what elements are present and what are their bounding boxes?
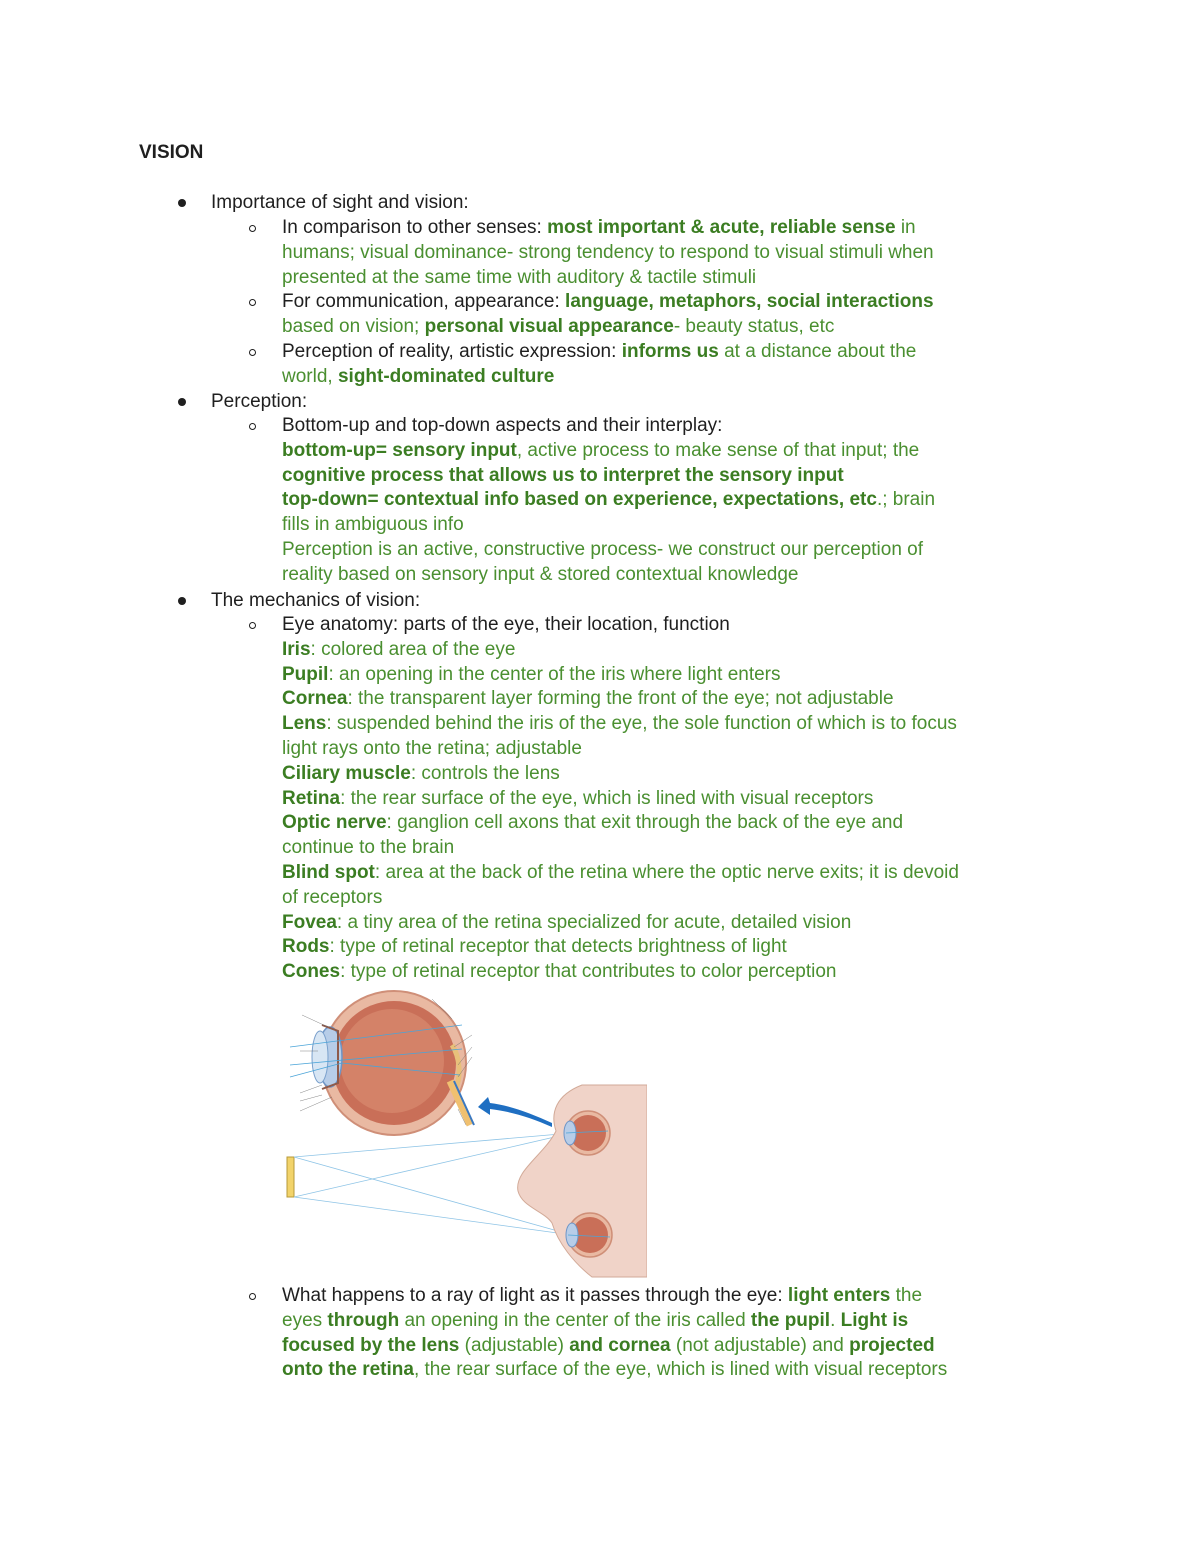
anatomy-definition: : a tiny area of the retina specialized for acute, detailed vision	[336, 911, 852, 933]
anatomy-definition: : colored area of the eye	[310, 638, 516, 660]
anatomy-definition: : an opening in the center of the iris where light enters	[328, 663, 781, 685]
sub-bullet-icon	[249, 622, 256, 629]
section-perception-label: Perception:	[211, 391, 308, 412]
anatomy-term: Rods	[282, 936, 330, 958]
page-title: VISION	[139, 142, 204, 163]
sub-bullet-icon	[249, 423, 256, 430]
anatomy-definition: : controls the lens	[410, 762, 560, 784]
anatomy-term: Blind spot	[282, 861, 375, 883]
anatomy-term: Retina	[282, 787, 341, 809]
anatomy-definition: : the rear surface of the eye, which is lined with visual receptors	[340, 787, 874, 809]
sub-bullet-icon	[249, 1293, 256, 1300]
anatomy-term-row	[282, 787, 1062, 812]
anatomy-definition: : ganglion cell axons that exit through the back of the eye and	[386, 812, 904, 834]
anatomy-term-row	[282, 712, 1062, 737]
direction-arrow-icon	[478, 1097, 552, 1127]
bullet-icon	[178, 597, 186, 605]
eye-anatomy-figure	[282, 985, 647, 1280]
anatomy-term: Cones	[282, 961, 341, 983]
anatomy-term-row	[282, 762, 1062, 787]
anatomy-term: Ciliary muscle	[282, 762, 411, 784]
anatomy-definition: : type of retinal receptor that contributes to color perception	[340, 961, 837, 983]
anatomy-definition: : the transparent layer forming the front of the eye; not adjustable	[347, 688, 894, 710]
anatomy-definition-continued: light rays onto the retina; adjustable	[282, 737, 582, 759]
anatomy-term-row	[282, 638, 1062, 663]
anatomy-definition: : area at the back of the retina where the optic nerve exits; it is devoid	[374, 861, 959, 883]
eye-anatomy-list: Eye anatomy: parts of the eye, their location, function Iris: colored area of the eye Pupil: an opening in the center of the iris where light enters Cornea: the transparent layer forming the front of the eye; not adjustable Lens: suspended behind the iris of the eye, the sole function of which is to focus light rays onto the retina; adjustable Ciliary muscle: controls the lens Retina: the rear surface of the eye, which is lined with visual receptors Optic nerve: ganglion cell axons that exit through the back of the eye and continue to the brain Blind spot: area at the back of the retina where the optic nerve exits; it is devoid of receptors Fovea: a tiny area of the retina specialized for acute, detailed vision Rods: type of retinal receptor that detects brightness of light Cones: type of retinal receptor that contributes to color perception	[282, 613, 1062, 985]
importance-item-reality: Perception of reality, artistic expression: informs us at a distance about the world, sight-dominated culture	[282, 341, 917, 387]
anatomy-term-row	[282, 861, 1062, 886]
bullet-icon	[178, 199, 186, 207]
anatomy-term-row	[282, 935, 1062, 960]
sub-bullet-icon	[249, 299, 256, 306]
object-bar	[287, 1157, 294, 1197]
anatomy-term: Fovea	[282, 911, 337, 933]
anatomy-term-row	[282, 960, 1062, 985]
section-importance-label: Importance of sight and vision:	[211, 192, 469, 213]
anatomy-term: Iris	[282, 638, 311, 660]
anatomy-term-row	[282, 811, 1062, 836]
anatomy-definition: : type of retinal receptor that detects brightness of light	[329, 936, 787, 958]
sub-bullet-icon	[249, 349, 256, 356]
bullet-icon	[178, 398, 186, 406]
anatomy-definition: : suspended behind the iris of the eye, the sole function of which is to focus	[326, 713, 957, 735]
importance-item-senses: In comparison to other senses: most important & acute, reliable sense in humans; visual dominance- strong tendency to respond to visual stimuli when presented at the same time with auditory & tactile stimuli	[282, 217, 934, 288]
importance-item-communication: For communication, appearance: language, metaphors, social interactions based on vision; personal visual appearance- beauty status, etc	[282, 291, 934, 337]
anatomy-term-row	[282, 687, 1062, 712]
anatomy-definition-continued: of receptors	[282, 886, 383, 908]
anatomy-term-row	[282, 663, 1062, 688]
anatomy-term: Lens	[282, 713, 327, 735]
eye-cross-section	[312, 991, 474, 1135]
anatomy-definition-continued: continue to the brain	[282, 837, 455, 859]
anatomy-term: Optic nerve	[282, 812, 387, 834]
light-ray-path-item: What happens to a ray of light as it passes through the eye: light enters the eyes through an opening in the center of the iris called the pupil. Light is focused by the lens (adjustable) and cornea (not adjustable) and projected onto the retina, the rear surface of the eye, which is lined with visual receptors	[282, 1285, 948, 1381]
section-mechanics-label: The mechanics of vision:	[211, 590, 421, 611]
sub-bullet-icon	[249, 225, 256, 232]
anatomy-term-row	[282, 911, 1062, 936]
perception-item-interplay: Bottom-up and top-down aspects and their interplay: bottom-up= sensory input, active process to make sense of that input; the cognitive process that allows us to interpret the sensory input top-down= contextual info based on experience, expectations, etc.; brain fills in ambiguous info Perception is an active, constructive process- we construct our perception of reality based on sensory input & stored contextual knowledge	[282, 415, 936, 585]
anatomy-term: Cornea	[282, 688, 348, 710]
anatomy-term: Pupil	[282, 663, 329, 685]
